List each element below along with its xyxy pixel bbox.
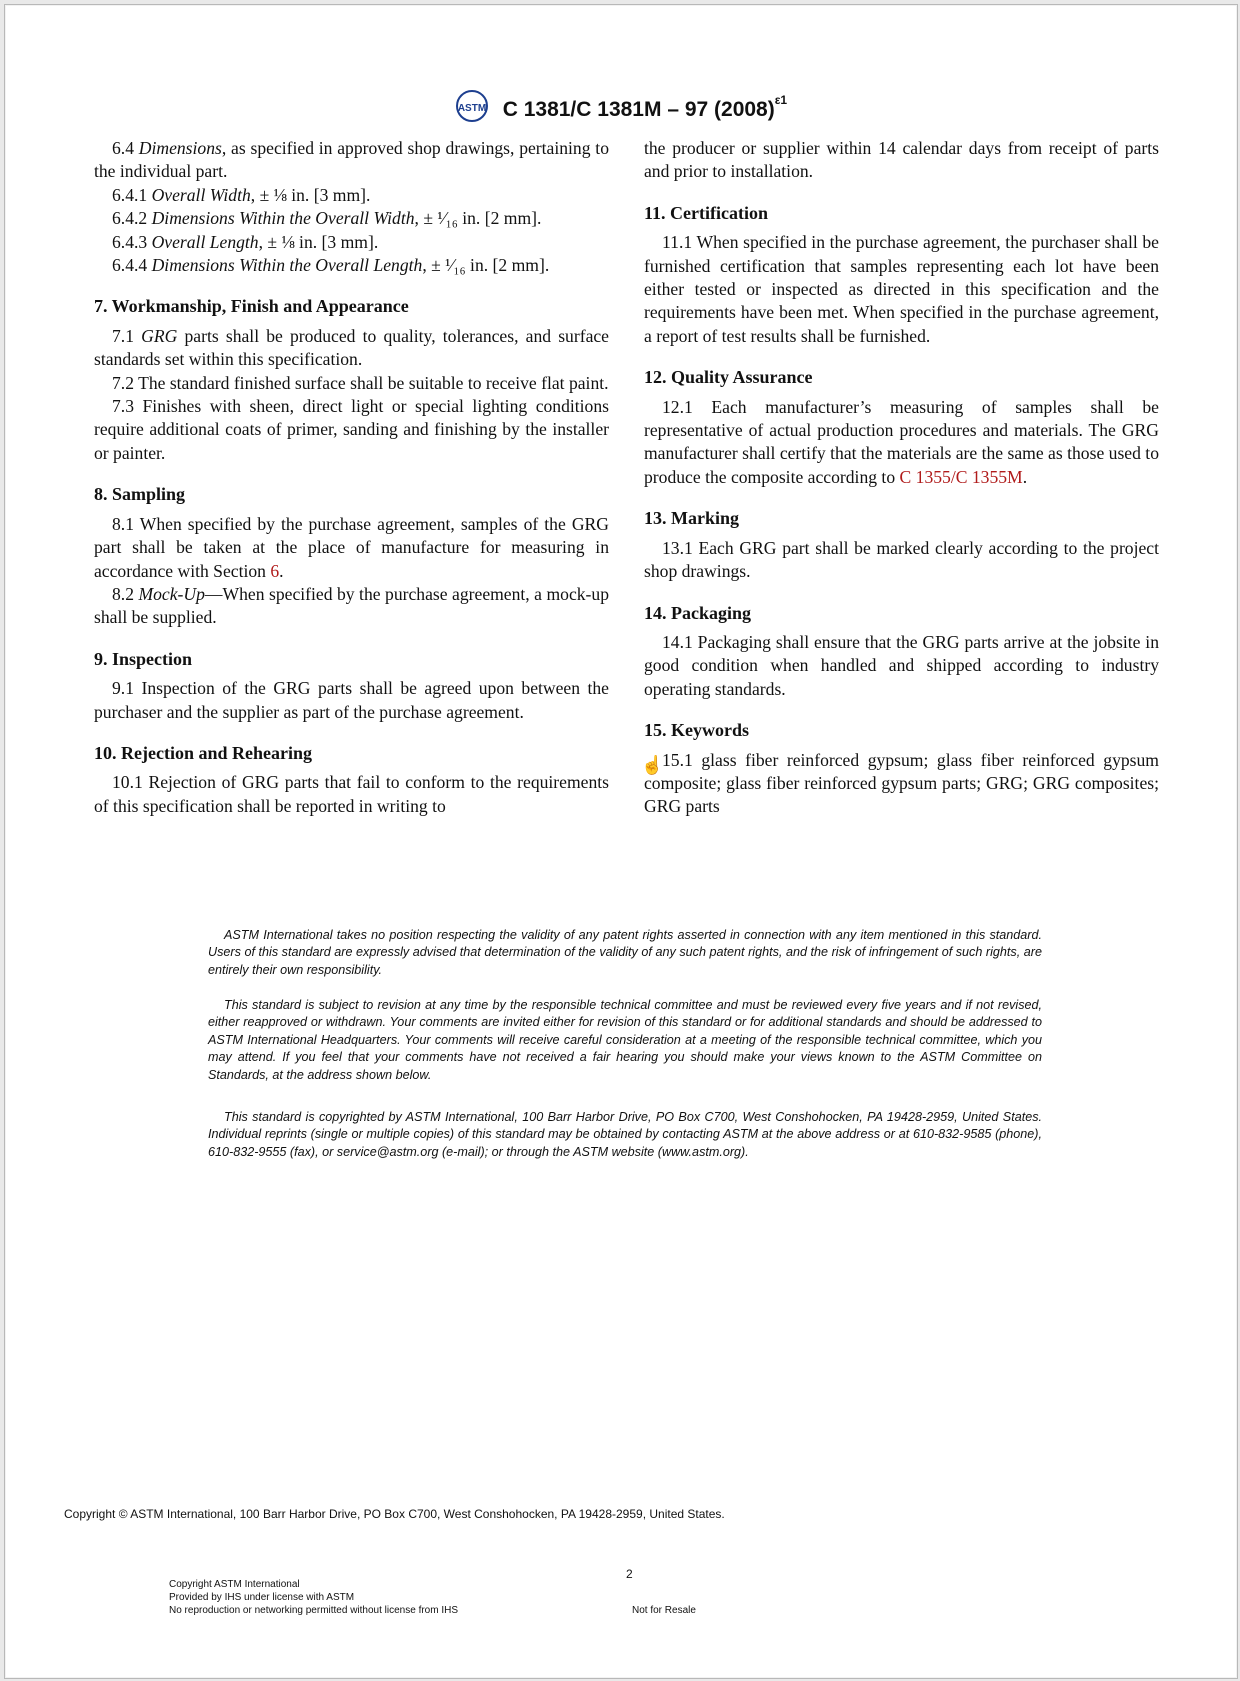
- section-heading-14: 14. Packaging: [644, 602, 752, 623]
- para-6-4: 6.4 Dimensions, as specified in approved shop drawings, pertaining to the individual part.: [94, 138, 609, 182]
- license-line-2: Provided by IHS under license with ASTM: [169, 1592, 355, 1603]
- page-number: 2: [626, 1567, 633, 1581]
- section-heading-13: 13. Marking: [644, 508, 740, 529]
- section-heading-10: 10. Rejection and Rehearing: [94, 742, 312, 763]
- para-7-3: 7.3 Finishes with sheen, direct light or special lighting conditions require additional coats of primer, sanding and finishing by the installer or painter.: [94, 396, 609, 463]
- patent-notice: ASTM International takes no position respecting the validity of any patent rights asserted in connection with any item mentioned in this standard. Users of this standard are expressly advised that determination of the validity of any such patent rights, and the risk of infringement of such rights, are entirely their own responsibility.: [208, 928, 1042, 977]
- license-block: [169, 1578, 458, 1617]
- section-heading-11: 11. Certification: [644, 202, 768, 223]
- para-10-1-continued: the producer or supplier within 14 calendar days from receipt of parts and prior to installation.: [644, 138, 1159, 182]
- astm-logo-icon: [455, 89, 489, 129]
- para-6-4-3: 6.4.3 Overall Length, ± ⅛ in. [3 mm].: [112, 231, 379, 252]
- c1355-link[interactable]: C 1355/C 1355M: [899, 466, 1023, 487]
- para-14-1: 14.1 Packaging shall ensure that the GRG parts arrive at the jobsite in good condition when handled and shipped according to industry operating standards.: [644, 631, 1159, 699]
- para-7-1: 7.1 GRG parts shall be produced to quality, tolerances, and surface standards set within this specification.: [94, 325, 609, 370]
- para-6-4-1: 6.4.1 Overall Width, ± ⅛ in. [3 mm].: [112, 184, 371, 205]
- copyright-notice: This standard is copyrighted by ASTM International, 100 Barr Harbor Drive, PO Box C700, West Conshohocken, PA 19428-2959, United States. Individual reprints (single or multiple copies) of this standard may be obtained by contacting ASTM at the above address or at 610-832-9585 (phone), 610-832-9555 (fax), or service@astm.org (e-mail); or through the ASTM website (www.astm.org).: [208, 1110, 1042, 1159]
- section-heading-8: 8. Sampling: [94, 484, 186, 505]
- para-6-4-4: 6.4.4 Dimensions Within the Overall Length, ± ¹⁄₁₆ in. [2 mm].: [112, 255, 550, 276]
- section-heading-12: 12. Quality Assurance: [644, 367, 813, 388]
- revision-notice: This standard is subject to revision at any time by the responsible technical committee and must be reviewed every five years and if not revised, either reapproved or withdrawn. Your comments are invited either for revision of this standard or for additional standards and should be addressed to ASTM International Headquarters. Your comments will receive careful consideration at a meeting of the responsible technical committee, which you may attend. If you feel that your comments have not received a fair hearing you should make your views known to the ASTM Committee on Standards, at the address shown below.: [208, 998, 1042, 1082]
- left-column: [94, 137, 609, 818]
- section-heading-9: 9. Inspection: [94, 648, 193, 669]
- para-12-1: 12.1 Each manufacturer’s measuring of samples shall be representative of actual production procedures and materials. The GRG manufacturer shall certify that the materials are the same as those used to produce the composite according to C 1355/C 1355M.: [644, 396, 1159, 487]
- section-6-link[interactable]: 6: [270, 560, 280, 581]
- para-10-1: 10.1 Rejection of GRG parts that fail to conform to the requirements of this specification shall be reported in writing to: [94, 772, 609, 816]
- standard-designation: C 1381/C 1381M – 97 $(2008)^{\varepsilon 1}$: [502, 92, 788, 121]
- license-line-3: No reproduction or networking permitted without license from IHS: [169, 1605, 459, 1616]
- document-page: [4, 4, 1238, 1679]
- para-9-1: 9.1 Inspection of the GRG parts shall be agreed upon between the purchaser and the supplier as part of the purchase agreement.: [94, 678, 609, 722]
- license-line-1: Copyright ASTM International: [169, 1579, 300, 1590]
- section-heading-15: 15. Keywords: [644, 720, 749, 741]
- not-for-resale: Not for Resale: [632, 1605, 696, 1616]
- para-7-2: 7.2 The standard finished surface shall be suitable to receive flat paint.: [112, 372, 609, 393]
- para-11-1: 11.1 When specified in the purchase agreement, the purchaser shall be furnished certification that samples representing each lot have been either tested or inspected as directed in this specification and the requirements have been met. When specified in the purchase agreement, a report of test results shall be furnished.: [644, 232, 1159, 346]
- para-13-1: 13.1 Each GRG part shall be marked clearly according to the project shop drawings.: [644, 537, 1159, 582]
- para-8-1: 8.1 When specified by the purchase agreement, samples of the GRG part shall be taken at the place of manufacture for measuring in accordance with Section 6.: [94, 513, 609, 581]
- para-8-2: 8.2 Mock-Up—When specified by the purchase agreement, a mock-up shall be supplied.: [94, 583, 610, 628]
- page-header: [5, 89, 1237, 129]
- right-column: [644, 137, 1159, 819]
- para-6-4-2: 6.4.2 Dimensions Within the Overall Width, ± ¹⁄₁₆ in. [2 mm].: [112, 208, 542, 229]
- footer-copyright: Copyright © ASTM International, 100 Barr Harbor Drive, PO Box C700, West Conshohocken, PA 19428-2959, United States.: [64, 1507, 725, 1521]
- hand-cursor-icon: ☝: [641, 755, 664, 775]
- svg-text:ASTM: ASTM: [457, 103, 487, 114]
- para-15-1: 15.1 glass fiber reinforced gypsum; glass fiber reinforced gypsum composite; glass fiber reinforced gypsum parts; GRG; GRG composites; GRG parts: [644, 749, 1159, 817]
- section-heading-7: 7. Workmanship, Finish and Appearance: [94, 296, 409, 317]
